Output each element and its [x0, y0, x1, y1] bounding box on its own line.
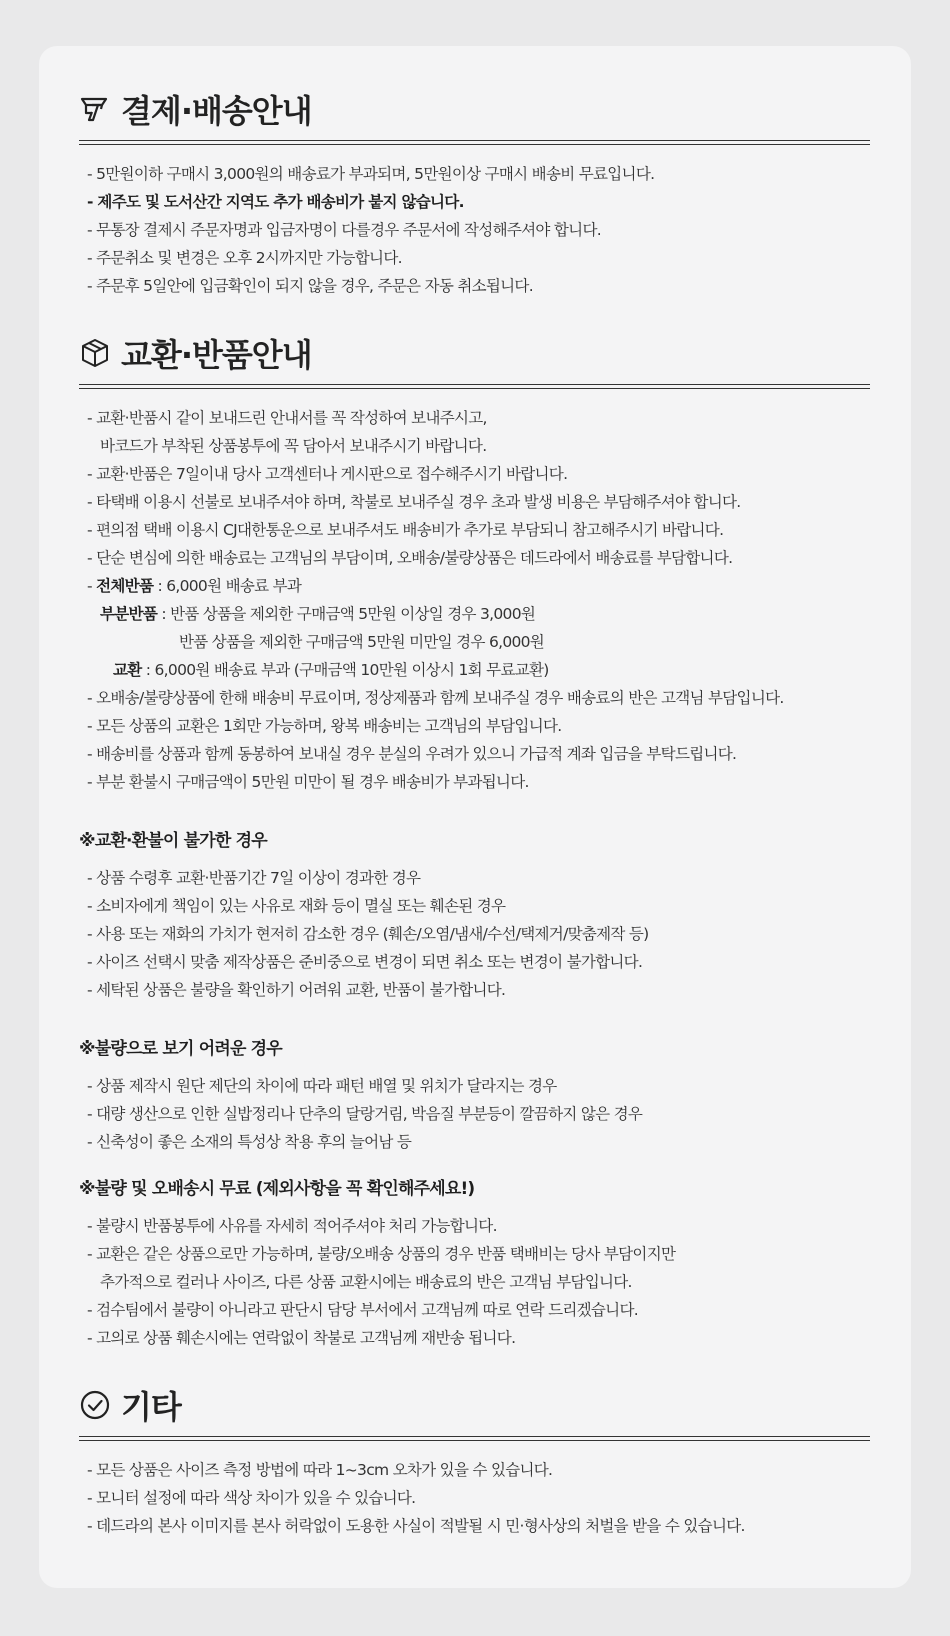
list-item: - 상품 수령후 교환·반품기간 7일 이상이 경과한 경우	[87, 869, 421, 887]
list-item: - 부분 환불시 구매금액이 5만원 미만이 될 경우 배송비가 부과됩니다.	[87, 773, 529, 791]
list-item: - 제주도 및 도서산간 지역도 추가 배송비가 붙지 않습니다.	[87, 193, 464, 211]
list-item: - 교환·반품은 7일이내 당사 고객센터나 게시판으로 접수해주시기 바랍니다.	[87, 465, 568, 483]
list-item: - 교환은 같은 상품으로만 가능하며, 불량/오배송 상품의 경우 반품 택배비는 당사 부담이지만 추가적으로 컬러나 사이즈, 다른 상품 교환시에는 배송료의 반은 고객님 부담입니다.	[87, 1245, 676, 1291]
exchange-divider	[79, 384, 870, 389]
free-list	[87, 1212, 887, 1352]
etc-divider	[79, 1436, 870, 1441]
exchange-list	[87, 404, 887, 796]
not-allowed-title: ※교환·환불이 불가한 경우	[79, 831, 267, 851]
list-item: - 신축성이 좋은 소재의 특성상 착용 후의 늘어남 등	[87, 1133, 412, 1151]
fee-table	[87, 572, 887, 684]
not-defect-list	[87, 1072, 887, 1156]
list-item: - 상품 제작시 원단 제단의 차이에 따라 패턴 배열 및 위치가 달라지는 경우	[87, 1077, 557, 1095]
list-item: - 고의로 상품 훼손시에는 연락없이 착불로 고객님께 재반송 됩니다.	[87, 1329, 516, 1347]
list-item: - 대량 생산으로 인한 실밥정리나 단추의 달랑거림, 박음질 부분등이 깔끔하지 않은 경우	[87, 1105, 643, 1123]
info-card	[39, 46, 911, 1588]
list-item: - 타택배 이용시 선불로 보내주셔야 하며, 착불로 보내주실 경우 초과 발생 비용은 부담해주셔야 합니다.	[87, 493, 741, 511]
etc-title: 기타	[121, 1388, 181, 1426]
etc-section-header	[79, 1380, 870, 1430]
free-title: ※불량 및 오배송시 무료 (제외사항을 꼭 확인해주세요!)	[79, 1179, 475, 1199]
list-item: - 소비자에게 책임이 있는 사유로 재화 등이 멸실 또는 훼손된 경우	[87, 897, 506, 915]
list-item: - 무통장 결제시 주문자명과 입금자명이 다를경우 주문서에 작성해주셔야 합니다.	[87, 221, 601, 239]
card-icon	[79, 93, 111, 125]
fee-row-partial-2: 반품 상품을 제외한 구매금액 5만원 미만일 경우 6,000원	[179, 633, 545, 651]
list-item: - 교환·반품시 같이 보내드린 안내서를 꼭 작성하여 보내주시고, 바코드가 부착된 상품봉투에 꼭 담아서 보내주시기 바랍니다.	[87, 409, 487, 455]
list-item: - 주문취소 및 변경은 오후 2시까지만 가능합니다.	[87, 249, 402, 267]
list-item: - 모든 상품은 사이즈 측정 방법에 따라 1~3cm 오차가 있을 수 있습니다.	[87, 1461, 553, 1479]
payment-divider	[79, 140, 870, 145]
check-circle-icon	[79, 1389, 111, 1421]
list-item: - 편의점 택배 이용시 CJ대한통운으로 보내주셔도 배송비가 추가로 부담되니 참고해주시기 바랍니다.	[87, 521, 724, 539]
list-item: - 사용 또는 재화의 가치가 현저히 감소한 경우 (훼손/오염/냄새/수선/택제거/맞춤제작 등)	[87, 925, 649, 943]
not-allowed-list	[87, 864, 887, 1004]
list-item: - 주문후 5일안에 입금확인이 되지 않을 경우, 주문은 자동 취소됩니다.	[87, 277, 533, 295]
fee-row-partial: 부분반품 : 반품 상품을 제외한 구매금액 5만원 이상일 경우 3,000원	[100, 605, 536, 623]
payment-list	[87, 160, 887, 300]
list-item: - 모니터 설정에 따라 색상 차이가 있을 수 있습니다.	[87, 1489, 416, 1507]
list-item: - 단순 변심에 의한 배송료는 고객님의 부담이며, 오배송/불량상품은 데드라에서 배송료를 부담합니다.	[87, 549, 733, 567]
payment-section-header	[79, 84, 870, 134]
list-item: - 배송비를 상품과 함께 동봉하여 보내실 경우 분실의 우려가 있으니 가급적 계좌 입금을 부탁드립니다.	[87, 745, 737, 763]
fee-row-exchange: 교환 : 6,000원 배송료 부과 (구매금액 10만원 이상시 1회 무료교환)	[113, 661, 549, 679]
box-icon	[79, 337, 111, 369]
not-defect-title: ※불량으로 보기 어려운 경우	[79, 1039, 282, 1059]
list-item: - 세탁된 상품은 불량을 확인하기 어려워 교환, 반품이 불가합니다.	[87, 981, 506, 999]
list-item: - 불량시 반품봉투에 사유를 자세히 적어주셔야 처리 가능합니다.	[87, 1217, 497, 1235]
exchange-title: 교환·반품안내	[121, 336, 312, 374]
exchange-section-header	[79, 328, 870, 378]
list-item: - 사이즈 선택시 맞춤 제작상품은 준비중으로 변경이 되면 취소 또는 변경이 불가합니다.	[87, 953, 643, 971]
list-item: - 5만원이하 구매시 3,000원의 배송료가 부과되며, 5만원이상 구매시 배송비 무료입니다.	[87, 165, 655, 183]
list-item: - 모든 상품의 교환은 1회만 가능하며, 왕복 배송비는 고객님의 부담입니다.	[87, 717, 562, 735]
payment-title: 결제·배송안내	[121, 92, 312, 130]
etc-list	[87, 1456, 887, 1540]
list-item: - 오배송/불량상품에 한해 배송비 무료이며, 정상제품과 함께 보내주실 경우 배송료의 반은 고객님 부담입니다.	[87, 689, 784, 707]
list-item: - 검수팀에서 불량이 아니라고 판단시 담당 부서에서 고객님께 따로 연락 드리겠습니다.	[87, 1301, 638, 1319]
fee-row-full: - 전체반품 : 6,000원 배송료 부과	[87, 577, 302, 595]
list-item: - 데드라의 본사 이미지를 본사 허락없이 도용한 사실이 적발될 시 민·형사상의 처벌을 받을 수 있습니다.	[87, 1517, 745, 1535]
